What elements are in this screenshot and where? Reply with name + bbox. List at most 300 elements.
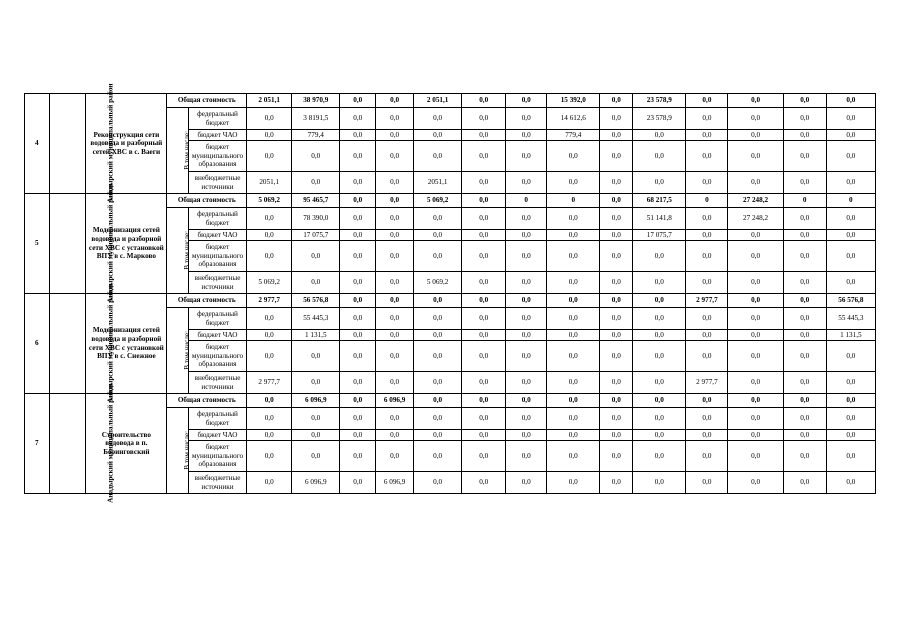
value-cell: 0,0 bbox=[506, 394, 547, 408]
value-cell: 0,0 bbox=[728, 230, 783, 241]
value-cell: 0,0 bbox=[547, 208, 600, 230]
value-cell: 0,0 bbox=[292, 408, 340, 430]
funding-source-label: бюджет муниципального образования bbox=[188, 341, 246, 372]
value-cell: 0,0 bbox=[783, 241, 826, 272]
value-cell: 2 051,1 bbox=[247, 94, 292, 108]
district-name-cell bbox=[49, 283, 115, 404]
value-cell: 0,0 bbox=[506, 108, 547, 130]
value-cell: 0,0 bbox=[506, 472, 547, 494]
value-cell: 0 bbox=[686, 194, 728, 208]
value-cell: 0,0 bbox=[686, 330, 728, 341]
value-cell: 0,0 bbox=[547, 341, 600, 372]
value-cell: 0,0 bbox=[547, 241, 600, 272]
funding-source-label: федеральный бюджет bbox=[188, 408, 246, 430]
including-label: В том числе: bbox=[183, 431, 192, 470]
value-cell: 0,0 bbox=[506, 330, 547, 341]
value-cell: 0,0 bbox=[340, 94, 376, 108]
value-cell: 0,0 bbox=[600, 141, 633, 172]
value-cell: 78 390,0 bbox=[292, 208, 340, 230]
value-cell: 0,0 bbox=[728, 141, 783, 172]
value-cell: 0,0 bbox=[783, 294, 826, 308]
project-description: Модернизация сетей водовода и разборной сети ХВС с установкой ВПУ в с. Марково bbox=[86, 194, 167, 294]
value-cell: 0,0 bbox=[547, 172, 600, 194]
value-cell: 23 578,9 bbox=[633, 94, 686, 108]
value-cell: 0,0 bbox=[292, 341, 340, 372]
value-cell: 5 069,2 bbox=[247, 272, 292, 294]
value-cell: 0,0 bbox=[340, 108, 376, 130]
value-cell: 0,0 bbox=[376, 341, 414, 372]
value-cell: 0,0 bbox=[826, 441, 875, 472]
value-cell: 0 bbox=[547, 194, 600, 208]
value-cell: 0,0 bbox=[506, 241, 547, 272]
value-cell: 0,0 bbox=[686, 141, 728, 172]
value-cell: 6 096,9 bbox=[376, 394, 414, 408]
value-cell: 0,0 bbox=[728, 294, 783, 308]
value-cell: 0,0 bbox=[506, 172, 547, 194]
value-cell: 23 578,9 bbox=[633, 108, 686, 130]
value-cell: 0,0 bbox=[633, 372, 686, 394]
including-label-cell bbox=[167, 108, 192, 194]
value-cell: 0,0 bbox=[414, 441, 462, 472]
value-cell: 0,0 bbox=[547, 408, 600, 430]
value-cell: 0,0 bbox=[506, 372, 547, 394]
value-cell: 0,0 bbox=[783, 430, 826, 441]
value-cell: 0,0 bbox=[728, 130, 783, 141]
value-cell: 51 141,8 bbox=[633, 208, 686, 230]
project-number: 5 bbox=[25, 194, 50, 294]
value-cell: 0,0 bbox=[462, 272, 506, 294]
value-cell: 5 069,2 bbox=[247, 194, 292, 208]
value-cell: 0,0 bbox=[462, 241, 506, 272]
value-cell: 0,0 bbox=[506, 208, 547, 230]
value-cell: 2 051,1 bbox=[414, 94, 462, 108]
value-cell: 0,0 bbox=[686, 408, 728, 430]
value-cell: 0,0 bbox=[633, 241, 686, 272]
value-cell: 0,0 bbox=[783, 441, 826, 472]
value-cell: 0,0 bbox=[506, 308, 547, 330]
value-cell: 0,0 bbox=[547, 272, 600, 294]
value-cell: 0,0 bbox=[376, 430, 414, 441]
value-cell: 0,0 bbox=[376, 141, 414, 172]
value-cell: 0,0 bbox=[292, 441, 340, 472]
value-cell: 17 075,7 bbox=[633, 230, 686, 241]
value-cell: 0,0 bbox=[686, 230, 728, 241]
value-cell: 0,0 bbox=[462, 441, 506, 472]
value-cell: 0,0 bbox=[600, 472, 633, 494]
value-cell: 0,0 bbox=[600, 130, 633, 141]
value-cell: 0,0 bbox=[686, 441, 728, 472]
value-cell: 55 445,3 bbox=[292, 308, 340, 330]
including-label-cell bbox=[167, 208, 192, 294]
funding-source-label: внебюджетные источники bbox=[188, 472, 246, 494]
total-cost-label: Общая стоимость bbox=[167, 94, 247, 108]
value-cell: 0,0 bbox=[414, 108, 462, 130]
including-label: В том числе: bbox=[183, 331, 192, 370]
value-cell: 56 576,8 bbox=[292, 294, 340, 308]
value-cell: 0,0 bbox=[414, 308, 462, 330]
value-cell: 17 075,7 bbox=[292, 230, 340, 241]
value-cell: 0,0 bbox=[292, 272, 340, 294]
value-cell: 5 069,2 bbox=[414, 272, 462, 294]
funding-source-label: федеральный бюджет bbox=[188, 208, 246, 230]
funding-source-label: федеральный бюджет bbox=[188, 308, 246, 330]
value-cell: 0,0 bbox=[633, 394, 686, 408]
value-cell: 0,0 bbox=[340, 141, 376, 172]
value-cell: 0,0 bbox=[826, 208, 875, 230]
value-cell: 0,0 bbox=[462, 330, 506, 341]
value-cell: 0,0 bbox=[340, 241, 376, 272]
value-cell: 0,0 bbox=[728, 94, 783, 108]
project-description: Строительство водовода в п. Беринговский bbox=[86, 394, 167, 494]
value-cell: 0,0 bbox=[633, 472, 686, 494]
project-description: Модернизация сетей водовода и разборной сети ХВС с установкой ВПУ в с. Снежное bbox=[86, 294, 167, 394]
value-cell: 0,0 bbox=[462, 472, 506, 494]
value-cell: 0,0 bbox=[340, 330, 376, 341]
value-cell: 6 096,9 bbox=[376, 472, 414, 494]
funding-source-label: внебюджетные источники bbox=[188, 272, 246, 294]
value-cell: 0,0 bbox=[547, 372, 600, 394]
including-label-cell bbox=[167, 408, 192, 494]
value-cell: 0,0 bbox=[376, 272, 414, 294]
project-total-row bbox=[25, 394, 876, 408]
funding-source-label: бюджет ЧАО bbox=[188, 330, 246, 341]
value-cell: 0,0 bbox=[340, 172, 376, 194]
value-cell: 0,0 bbox=[462, 194, 506, 208]
value-cell: 0,0 bbox=[633, 341, 686, 372]
value-cell: 0,0 bbox=[783, 330, 826, 341]
value-cell: 0,0 bbox=[247, 341, 292, 372]
value-cell: 0,0 bbox=[783, 308, 826, 330]
value-cell: 0,0 bbox=[376, 230, 414, 241]
value-cell: 0,0 bbox=[462, 94, 506, 108]
value-cell: 0,0 bbox=[728, 372, 783, 394]
project-number: 6 bbox=[25, 294, 50, 394]
value-cell: 6 096,9 bbox=[292, 394, 340, 408]
value-cell: 0,0 bbox=[340, 194, 376, 208]
value-cell: 0,0 bbox=[414, 141, 462, 172]
value-cell: 0,0 bbox=[600, 241, 633, 272]
value-cell: 5 069,2 bbox=[414, 194, 462, 208]
value-cell: 3 8191,5 bbox=[292, 108, 340, 130]
value-cell: 0,0 bbox=[340, 341, 376, 372]
value-cell: 0,0 bbox=[376, 241, 414, 272]
value-cell: 0,0 bbox=[633, 141, 686, 172]
value-cell: 0,0 bbox=[728, 472, 783, 494]
value-cell: 0,0 bbox=[462, 341, 506, 372]
value-cell: 0,0 bbox=[506, 341, 547, 372]
funding-source-label: внебюджетные источники bbox=[188, 172, 246, 194]
value-cell: 0,0 bbox=[414, 330, 462, 341]
including-label-cell bbox=[167, 308, 192, 394]
budget-table-body bbox=[25, 83, 876, 504]
value-cell: 6 096,9 bbox=[292, 472, 340, 494]
value-cell: 0,0 bbox=[414, 341, 462, 372]
value-cell: 0,0 bbox=[292, 141, 340, 172]
value-cell: 0,0 bbox=[506, 130, 547, 141]
value-cell: 95 465,7 bbox=[292, 194, 340, 208]
value-cell: 0,0 bbox=[376, 308, 414, 330]
district-name-cell bbox=[49, 83, 115, 204]
value-cell: 0,0 bbox=[728, 341, 783, 372]
value-cell: 0,0 bbox=[783, 230, 826, 241]
value-cell: 0,0 bbox=[414, 241, 462, 272]
value-cell: 0,0 bbox=[462, 294, 506, 308]
value-cell: 2 977,7 bbox=[686, 294, 728, 308]
value-cell: 0,0 bbox=[826, 341, 875, 372]
value-cell: 0,0 bbox=[462, 430, 506, 441]
value-cell: 0,0 bbox=[728, 308, 783, 330]
value-cell: 0,0 bbox=[600, 372, 633, 394]
value-cell: 0,0 bbox=[783, 208, 826, 230]
value-cell: 0,0 bbox=[462, 172, 506, 194]
value-cell: 0,0 bbox=[633, 430, 686, 441]
value-cell: 0,0 bbox=[826, 108, 875, 130]
value-cell: 0,0 bbox=[826, 172, 875, 194]
value-cell: 0,0 bbox=[376, 330, 414, 341]
value-cell: 0,0 bbox=[506, 230, 547, 241]
funding-source-label: федеральный бюджет bbox=[188, 108, 246, 130]
value-cell: 0,0 bbox=[826, 94, 875, 108]
value-cell: 0,0 bbox=[783, 94, 826, 108]
value-cell: 68 217,5 bbox=[633, 194, 686, 208]
funding-source-label: бюджет ЧАО bbox=[188, 230, 246, 241]
value-cell: 0,0 bbox=[506, 441, 547, 472]
value-cell: 0,0 bbox=[826, 472, 875, 494]
value-cell: 0,0 bbox=[247, 130, 292, 141]
value-cell: 0,0 bbox=[686, 241, 728, 272]
value-cell: 0,0 bbox=[247, 308, 292, 330]
value-cell: 0,0 bbox=[376, 294, 414, 308]
value-cell: 0,0 bbox=[414, 472, 462, 494]
value-cell: 0,0 bbox=[340, 394, 376, 408]
value-cell: 0,0 bbox=[826, 141, 875, 172]
budget-table bbox=[24, 83, 876, 504]
value-cell: 0,0 bbox=[600, 194, 633, 208]
district-name-cell bbox=[49, 383, 115, 504]
value-cell: 0,0 bbox=[340, 230, 376, 241]
value-cell: 0,0 bbox=[376, 441, 414, 472]
value-cell: 0,0 bbox=[547, 230, 600, 241]
value-cell: 2051,1 bbox=[414, 172, 462, 194]
value-cell: 0 bbox=[783, 194, 826, 208]
value-cell: 0,0 bbox=[376, 372, 414, 394]
value-cell: 0,0 bbox=[826, 372, 875, 394]
value-cell: 0,0 bbox=[600, 208, 633, 230]
district-name: Анадырский муниципальный район bbox=[106, 283, 115, 404]
value-cell: 0,0 bbox=[783, 172, 826, 194]
value-cell: 0,0 bbox=[600, 272, 633, 294]
value-cell: 0,0 bbox=[633, 330, 686, 341]
value-cell: 27 248,2 bbox=[728, 208, 783, 230]
value-cell: 0,0 bbox=[600, 408, 633, 430]
value-cell: 0,0 bbox=[414, 130, 462, 141]
value-cell: 0,0 bbox=[600, 94, 633, 108]
project-total-row bbox=[25, 94, 876, 108]
value-cell: 2 977,7 bbox=[686, 372, 728, 394]
value-cell: 0,0 bbox=[462, 108, 506, 130]
value-cell: 0,0 bbox=[783, 394, 826, 408]
value-cell: 0,0 bbox=[340, 441, 376, 472]
value-cell: 0,0 bbox=[292, 372, 340, 394]
value-cell: 0,0 bbox=[633, 441, 686, 472]
value-cell: 0,0 bbox=[783, 372, 826, 394]
value-cell: 0,0 bbox=[728, 430, 783, 441]
value-cell: 0,0 bbox=[686, 172, 728, 194]
value-cell: 0,0 bbox=[414, 372, 462, 394]
value-cell: 56 576,8 bbox=[826, 294, 875, 308]
value-cell: 0,0 bbox=[633, 130, 686, 141]
value-cell: 0,0 bbox=[340, 208, 376, 230]
district-name: Анадырский муниципальный район bbox=[106, 83, 115, 204]
value-cell: 0,0 bbox=[600, 294, 633, 308]
value-cell: 0,0 bbox=[783, 141, 826, 172]
value-cell: 0,0 bbox=[292, 430, 340, 441]
value-cell: 0,0 bbox=[462, 308, 506, 330]
value-cell: 0,0 bbox=[340, 408, 376, 430]
value-cell: 0,0 bbox=[506, 294, 547, 308]
value-cell: 0,0 bbox=[376, 94, 414, 108]
value-cell: 0,0 bbox=[414, 394, 462, 408]
including-label: В том числе: bbox=[183, 231, 192, 270]
value-cell: 0,0 bbox=[414, 208, 462, 230]
value-cell: 779,4 bbox=[292, 130, 340, 141]
funding-source-label: бюджет муниципального образования bbox=[188, 241, 246, 272]
value-cell: 0,0 bbox=[340, 294, 376, 308]
value-cell: 0,0 bbox=[376, 108, 414, 130]
value-cell: 0,0 bbox=[247, 330, 292, 341]
value-cell: 0,0 bbox=[686, 208, 728, 230]
value-cell: 0,0 bbox=[783, 472, 826, 494]
value-cell: 0,0 bbox=[506, 94, 547, 108]
value-cell: 0,0 bbox=[462, 130, 506, 141]
value-cell: 2051,1 bbox=[247, 172, 292, 194]
value-cell: 0,0 bbox=[633, 272, 686, 294]
value-cell: 0,0 bbox=[506, 141, 547, 172]
value-cell: 0,0 bbox=[340, 472, 376, 494]
value-cell: 0,0 bbox=[414, 230, 462, 241]
value-cell: 0,0 bbox=[826, 430, 875, 441]
value-cell: 1 131,5 bbox=[826, 330, 875, 341]
value-cell: 0,0 bbox=[292, 172, 340, 194]
value-cell: 0,0 bbox=[600, 394, 633, 408]
value-cell: 0,0 bbox=[247, 141, 292, 172]
value-cell: 14 612,6 bbox=[547, 108, 600, 130]
value-cell: 0,0 bbox=[376, 130, 414, 141]
value-cell: 0,0 bbox=[376, 208, 414, 230]
value-cell: 0,0 bbox=[686, 94, 728, 108]
value-cell: 0,0 bbox=[826, 408, 875, 430]
value-cell: 0,0 bbox=[600, 230, 633, 241]
project-number: 4 bbox=[25, 94, 50, 194]
value-cell: 0,0 bbox=[600, 108, 633, 130]
value-cell: 0,0 bbox=[600, 430, 633, 441]
including-label: В том числе: bbox=[183, 131, 192, 170]
value-cell: 0,0 bbox=[600, 308, 633, 330]
value-cell: 0,0 bbox=[728, 272, 783, 294]
value-cell: 0,0 bbox=[340, 272, 376, 294]
value-cell: 0,0 bbox=[247, 441, 292, 472]
value-cell: 0,0 bbox=[547, 430, 600, 441]
value-cell: 0,0 bbox=[633, 408, 686, 430]
value-cell: 0 bbox=[826, 194, 875, 208]
value-cell: 0,0 bbox=[547, 472, 600, 494]
district-name-cell bbox=[49, 183, 115, 304]
value-cell: 779,4 bbox=[547, 130, 600, 141]
value-cell: 0,0 bbox=[600, 330, 633, 341]
value-cell: 0,0 bbox=[826, 241, 875, 272]
value-cell: 0,0 bbox=[728, 330, 783, 341]
value-cell: 0,0 bbox=[826, 230, 875, 241]
value-cell: 0,0 bbox=[547, 394, 600, 408]
funding-source-label: бюджет ЧАО bbox=[188, 130, 246, 141]
value-cell: 0,0 bbox=[600, 341, 633, 372]
value-cell: 0,0 bbox=[686, 108, 728, 130]
value-cell: 0,0 bbox=[247, 208, 292, 230]
value-cell: 0,0 bbox=[728, 394, 783, 408]
value-cell: 0,0 bbox=[340, 430, 376, 441]
value-cell: 2 977,7 bbox=[247, 294, 292, 308]
value-cell: 0,0 bbox=[728, 241, 783, 272]
value-cell: 1 131,5 bbox=[292, 330, 340, 341]
value-cell: 0,0 bbox=[247, 394, 292, 408]
value-cell: 0,0 bbox=[686, 472, 728, 494]
value-cell: 0,0 bbox=[826, 130, 875, 141]
value-cell: 0,0 bbox=[826, 394, 875, 408]
value-cell: 0,0 bbox=[247, 430, 292, 441]
value-cell: 0,0 bbox=[376, 194, 414, 208]
value-cell: 55 445,3 bbox=[826, 308, 875, 330]
value-cell: 27 248,2 bbox=[728, 194, 783, 208]
value-cell: 0,0 bbox=[547, 294, 600, 308]
value-cell: 0,0 bbox=[340, 130, 376, 141]
project-number: 7 bbox=[25, 394, 50, 494]
value-cell: 0,0 bbox=[686, 394, 728, 408]
value-cell: 0,0 bbox=[247, 472, 292, 494]
total-cost-label: Общая стоимость bbox=[167, 294, 247, 308]
value-cell: 0,0 bbox=[462, 408, 506, 430]
value-cell: 0,0 bbox=[414, 408, 462, 430]
funding-source-label: внебюджетные источники bbox=[188, 372, 246, 394]
value-cell: 0,0 bbox=[783, 341, 826, 372]
value-cell: 0,0 bbox=[686, 430, 728, 441]
funding-source-label: бюджет муниципального образования bbox=[188, 441, 246, 472]
value-cell: 0,0 bbox=[826, 272, 875, 294]
value-cell: 0,0 bbox=[462, 372, 506, 394]
funding-source-label: бюджет ЧАО bbox=[188, 430, 246, 441]
value-cell: 0,0 bbox=[506, 430, 547, 441]
value-cell: 0,0 bbox=[783, 408, 826, 430]
value-cell: 0,0 bbox=[686, 130, 728, 141]
value-cell: 0,0 bbox=[686, 272, 728, 294]
value-cell: 2 977,7 bbox=[247, 372, 292, 394]
value-cell: 0,0 bbox=[247, 241, 292, 272]
total-cost-label: Общая стоимость bbox=[167, 194, 247, 208]
value-cell: 0,0 bbox=[547, 330, 600, 341]
district-name: Анадырский муниципальный район bbox=[106, 183, 115, 304]
value-cell: 0,0 bbox=[376, 172, 414, 194]
district-name: Анадырский муниципальный район bbox=[106, 383, 115, 504]
value-cell: 0,0 bbox=[728, 172, 783, 194]
value-cell: 0,0 bbox=[247, 230, 292, 241]
value-cell: 0,0 bbox=[462, 141, 506, 172]
value-cell: 38 970,9 bbox=[292, 94, 340, 108]
value-cell: 0,0 bbox=[506, 272, 547, 294]
value-cell: 0,0 bbox=[600, 441, 633, 472]
value-cell: 0,0 bbox=[462, 394, 506, 408]
project-total-row bbox=[25, 294, 876, 308]
value-cell: 0,0 bbox=[633, 172, 686, 194]
value-cell: 0,0 bbox=[728, 408, 783, 430]
